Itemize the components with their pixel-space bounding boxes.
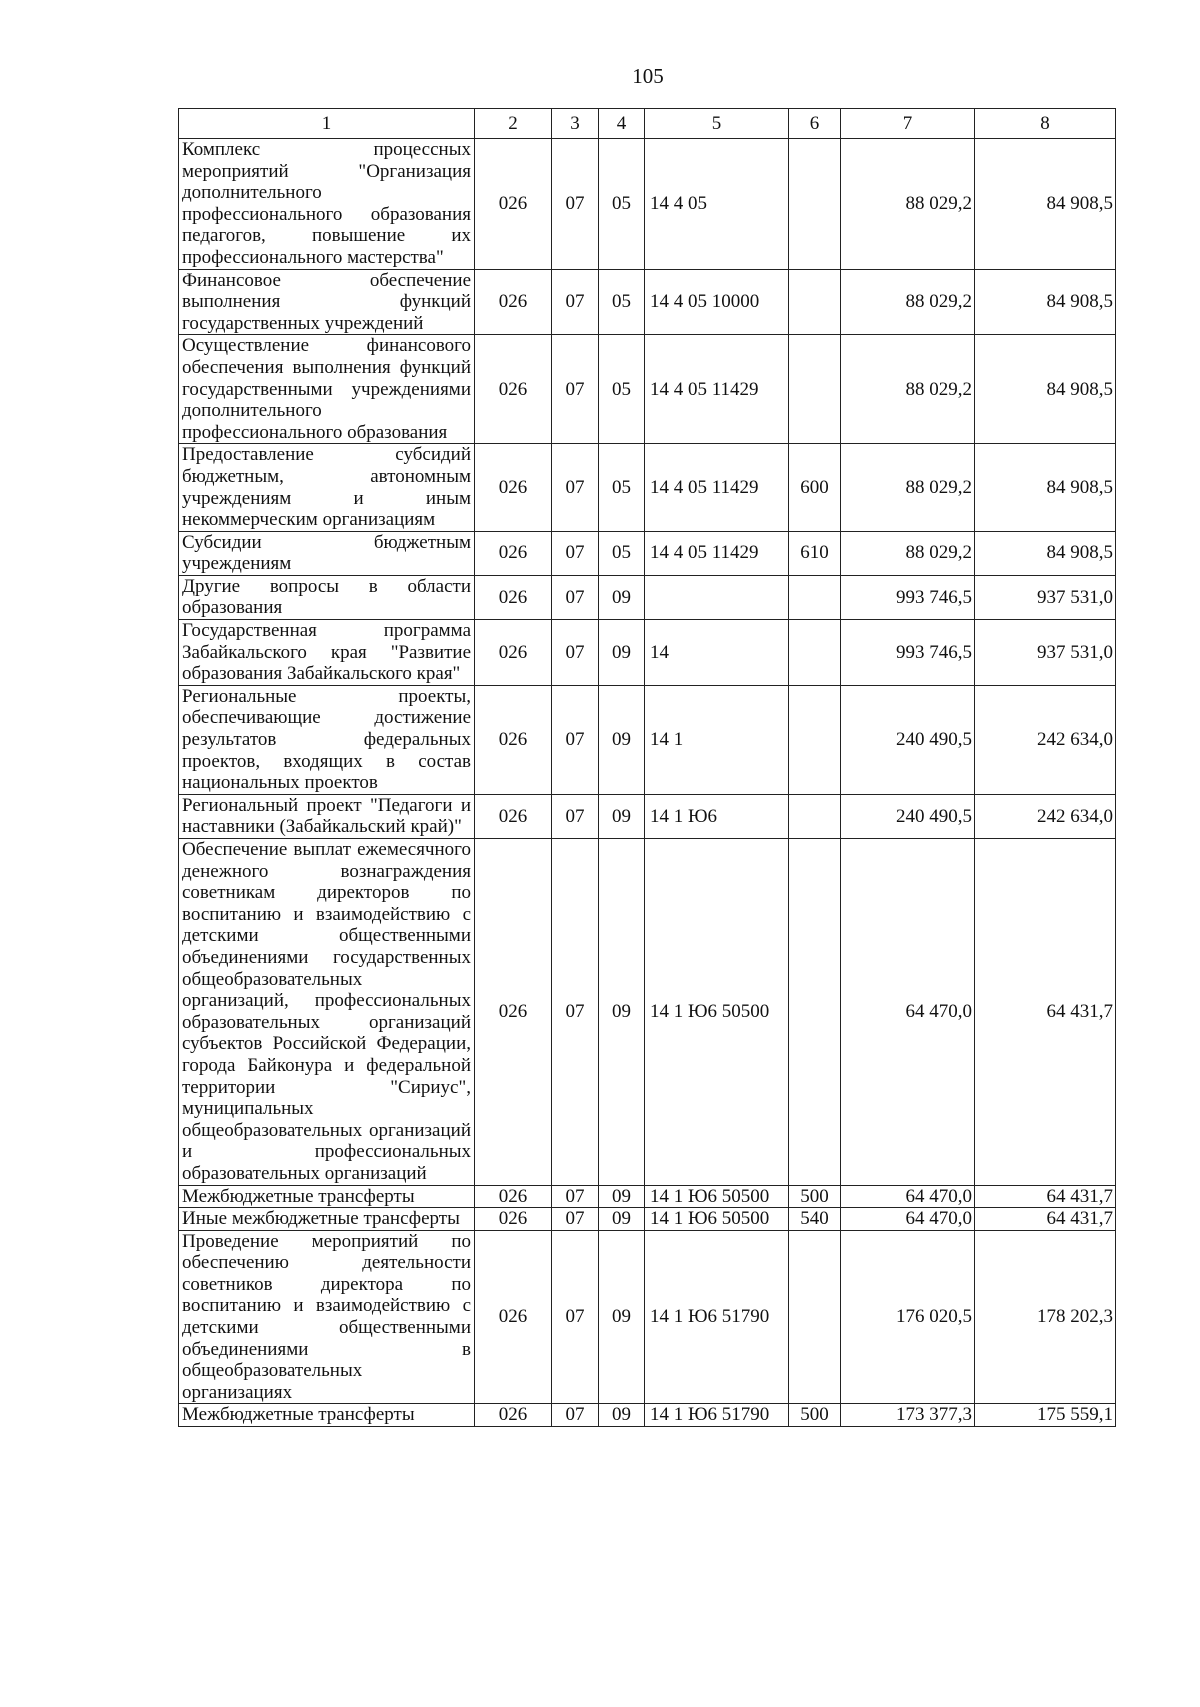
- expense-type-code: [789, 839, 841, 1186]
- section-code: 07: [552, 444, 599, 531]
- amount-year-1: 993 746,5: [841, 575, 975, 619]
- amount-year-2: 64 431,7: [975, 839, 1116, 1186]
- amount-year-2: 84 908,5: [975, 531, 1116, 575]
- expense-type-code: 500: [789, 1404, 841, 1427]
- table-row: [179, 1208, 1116, 1231]
- subsection-code: 09: [599, 794, 645, 838]
- column-number-row: [179, 109, 1116, 139]
- expense-type-code: [789, 269, 841, 335]
- amount-year-1: 240 490,5: [841, 685, 975, 794]
- column-number: 2: [475, 109, 552, 139]
- table-row: [179, 335, 1116, 444]
- expense-type-code: [789, 139, 841, 270]
- column-number: 8: [975, 109, 1116, 139]
- subsection-code: 09: [599, 1208, 645, 1231]
- amount-year-1: 88 029,2: [841, 335, 975, 444]
- expense-type-code: 500: [789, 1185, 841, 1208]
- amount-year-1: 993 746,5: [841, 620, 975, 686]
- expense-type-code: 610: [789, 531, 841, 575]
- admin-code: 026: [475, 444, 552, 531]
- section-code: 07: [552, 335, 599, 444]
- admin-code: 026: [475, 575, 552, 619]
- target-article-code: 14 4 05 11429: [645, 531, 789, 575]
- subsection-code: 05: [599, 444, 645, 531]
- target-article-code: 14: [645, 620, 789, 686]
- section-code: 07: [552, 1404, 599, 1427]
- expense-type-code: [789, 794, 841, 838]
- row-name: Межбюджетные трансферты: [179, 1185, 475, 1208]
- table-row: [179, 1185, 1116, 1208]
- amount-year-2: 64 431,7: [975, 1208, 1116, 1231]
- section-code: 07: [552, 1185, 599, 1208]
- target-article-code: 14 4 05 10000: [645, 269, 789, 335]
- target-article-code: [645, 575, 789, 619]
- subsection-code: 09: [599, 1230, 645, 1404]
- column-number: 7: [841, 109, 975, 139]
- table-row: [179, 685, 1116, 794]
- amount-year-2: 84 908,5: [975, 139, 1116, 270]
- target-article-code: 14 1 Ю6 51790: [645, 1230, 789, 1404]
- table-row: [179, 620, 1116, 686]
- admin-code: 026: [475, 335, 552, 444]
- row-name: Межбюджетные трансферты: [179, 1404, 475, 1427]
- section-code: 07: [552, 620, 599, 686]
- section-code: 07: [552, 1208, 599, 1231]
- expense-type-code: [789, 685, 841, 794]
- amount-year-2: 242 634,0: [975, 794, 1116, 838]
- expense-type-code: [789, 1230, 841, 1404]
- admin-code: 026: [475, 531, 552, 575]
- amount-year-1: 173 377,3: [841, 1404, 975, 1427]
- row-name: Иные межбюджетные трансферты: [179, 1208, 475, 1231]
- table-row: [179, 1404, 1116, 1427]
- amount-year-1: 64 470,0: [841, 1208, 975, 1231]
- target-article-code: 14 1 Ю6 50500: [645, 839, 789, 1186]
- table-row: [179, 269, 1116, 335]
- section-code: 07: [552, 794, 599, 838]
- amount-year-1: 88 029,2: [841, 269, 975, 335]
- amount-year-1: 88 029,2: [841, 139, 975, 270]
- table-row: [179, 139, 1116, 270]
- amount-year-2: 84 908,5: [975, 444, 1116, 531]
- row-name: Обеспечение выплат ежемесячного денежного вознаграждения советникам директоров по воспитанию и взаимодействию с детскими общественными объединениями государственных общеобразовательных организаций, профессиональных образовательных организаций субъектов Российской Федерации, города Байконура и федеральной территории "Сириус", муниципальных общеобразовательных организаций и профессиональных образовательных организаций: [179, 839, 475, 1186]
- section-code: 07: [552, 269, 599, 335]
- subsection-code: 09: [599, 1185, 645, 1208]
- amount-year-2: 84 908,5: [975, 269, 1116, 335]
- section-code: 07: [552, 839, 599, 1186]
- column-number: 6: [789, 109, 841, 139]
- subsection-code: 09: [599, 620, 645, 686]
- subsection-code: 05: [599, 531, 645, 575]
- subsection-code: 09: [599, 575, 645, 619]
- section-code: 07: [552, 1230, 599, 1404]
- expense-type-code: [789, 335, 841, 444]
- table-row: [179, 575, 1116, 619]
- row-name: Региональный проект "Педагоги и наставники (Забайкальский край)": [179, 794, 475, 838]
- column-number: 1: [179, 109, 475, 139]
- section-code: 07: [552, 139, 599, 270]
- amount-year-2: 242 634,0: [975, 685, 1116, 794]
- expense-type-code: 600: [789, 444, 841, 531]
- expense-type-code: [789, 620, 841, 686]
- amount-year-1: 88 029,2: [841, 444, 975, 531]
- amount-year-1: 88 029,2: [841, 531, 975, 575]
- target-article-code: 14 1 Ю6: [645, 794, 789, 838]
- amount-year-2: 937 531,0: [975, 575, 1116, 619]
- amount-year-2: 64 431,7: [975, 1185, 1116, 1208]
- section-code: 07: [552, 575, 599, 619]
- expense-type-code: 540: [789, 1208, 841, 1231]
- amount-year-1: 64 470,0: [841, 1185, 975, 1208]
- amount-year-2: 178 202,3: [975, 1230, 1116, 1404]
- budget-table: [178, 108, 1116, 1427]
- target-article-code: 14 1: [645, 685, 789, 794]
- row-name: Государственная программа Забайкальского края "Развитие образования Забайкальского края": [179, 620, 475, 686]
- subsection-code: 05: [599, 139, 645, 270]
- table-row: [179, 444, 1116, 531]
- subsection-code: 05: [599, 335, 645, 444]
- amount-year-2: 175 559,1: [975, 1404, 1116, 1427]
- amount-year-1: 64 470,0: [841, 839, 975, 1186]
- section-code: 07: [552, 531, 599, 575]
- row-name: Осуществление финансового обеспечения выполнения функций государственными учреждениями дополнительного профессионального образования: [179, 335, 475, 444]
- admin-code: 026: [475, 1208, 552, 1231]
- section-code: 07: [552, 685, 599, 794]
- column-number: 4: [599, 109, 645, 139]
- row-name: Финансовое обеспечение выполнения функций государственных учреждений: [179, 269, 475, 335]
- target-article-code: 14 4 05: [645, 139, 789, 270]
- admin-code: 026: [475, 1185, 552, 1208]
- table-row: [179, 1230, 1116, 1404]
- target-article-code: 14 1 Ю6 50500: [645, 1185, 789, 1208]
- subsection-code: 09: [599, 685, 645, 794]
- row-name: Комплекс процессных мероприятий "Организация дополнительного профессионального образования педагогов, повышение их профессионального мастерства": [179, 139, 475, 270]
- subsection-code: 05: [599, 269, 645, 335]
- row-name: Проведение мероприятий по обеспечению деятельности советников директора по воспитанию и взаимодействию с детскими общественными объединениями в общеобразовательных организациях: [179, 1230, 475, 1404]
- admin-code: 026: [475, 269, 552, 335]
- row-name: Субсидии бюджетным учреждениям: [179, 531, 475, 575]
- admin-code: 026: [475, 620, 552, 686]
- amount-year-2: 84 908,5: [975, 335, 1116, 444]
- row-name: Другие вопросы в области образования: [179, 575, 475, 619]
- column-number: 5: [645, 109, 789, 139]
- subsection-code: 09: [599, 1404, 645, 1427]
- expense-type-code: [789, 575, 841, 619]
- table-row: [179, 794, 1116, 838]
- subsection-code: 09: [599, 839, 645, 1186]
- row-name: Предоставление субсидий бюджетным, автономным учреждениям и иным некоммерческим организациям: [179, 444, 475, 531]
- amount-year-1: 176 020,5: [841, 1230, 975, 1404]
- admin-code: 026: [475, 139, 552, 270]
- admin-code: 026: [475, 839, 552, 1186]
- target-article-code: 14 4 05 11429: [645, 335, 789, 444]
- amount-year-1: 240 490,5: [841, 794, 975, 838]
- admin-code: 026: [475, 794, 552, 838]
- target-article-code: 14 4 05 11429: [645, 444, 789, 531]
- table-row: [179, 839, 1116, 1186]
- table-row: [179, 531, 1116, 575]
- admin-code: 026: [475, 685, 552, 794]
- column-number: 3: [552, 109, 599, 139]
- admin-code: 026: [475, 1404, 552, 1427]
- row-name: Региональные проекты, обеспечивающие достижение результатов федеральных проектов, входящих в состав национальных проектов: [179, 685, 475, 794]
- target-article-code: 14 1 Ю6 51790: [645, 1404, 789, 1427]
- admin-code: 026: [475, 1230, 552, 1404]
- target-article-code: 14 1 Ю6 50500: [645, 1208, 789, 1231]
- amount-year-2: 937 531,0: [975, 620, 1116, 686]
- page-number: 105: [632, 64, 664, 88]
